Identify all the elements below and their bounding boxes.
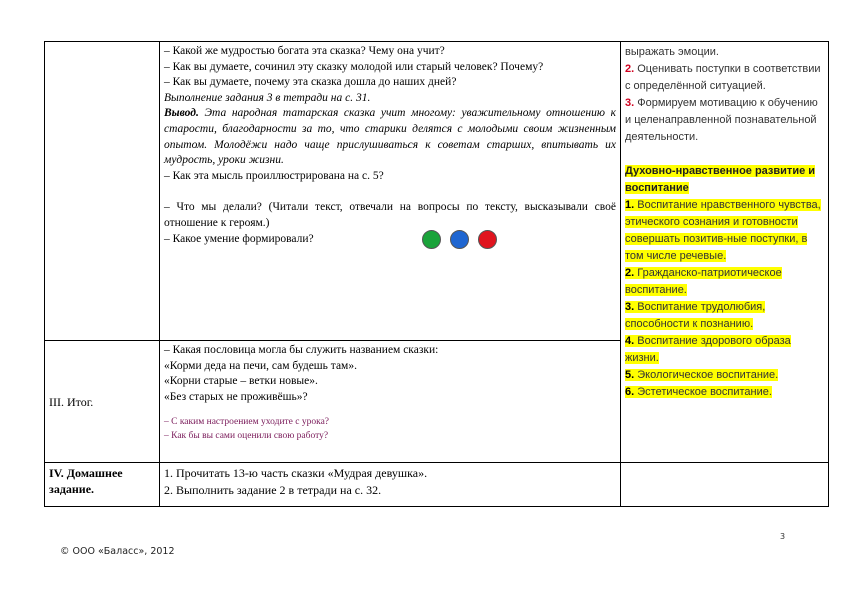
stage-cell-home [45,463,160,507]
table-row-main [45,42,829,341]
activity-cell-itog [160,341,621,463]
homework-line: 2. Выполнить задание 2 в тетради на с. 32. [164,483,382,497]
question-line: – Как эта мысль проиллюстрирована на с. 5? [164,169,384,182]
green-circle-icon [422,230,441,249]
proverb-line: «Корни старые – ветки новые». [164,375,318,388]
value-item: 2. Гражданско-патриотическое воспитание. [625,267,782,296]
value-item: 5. Экологическое воспитание. [625,369,779,381]
stage-cell-empty [45,42,160,341]
table-row-home [45,463,829,507]
section-title: Духовно-нравственное развитие и воспитание [625,165,816,194]
question-line: – Какая пословица могла бы служить названием сказки: [164,344,439,356]
stage-cell-itog [45,341,160,463]
outcome-intro: выражать эмоции. [625,46,719,58]
question-line: – Какое умение формировали? [164,232,314,245]
stage-label: III. Итог. [49,394,94,409]
question-line: – Что мы делали? (Читали текст, отвечали на вопросы по тексту, высказывали своё отношение к героям.) [164,201,616,229]
value-item: 6. Эстетическое воспитание. [625,386,772,398]
stage-label: IV. Домашнее задание. [49,466,123,496]
lesson-table [44,41,829,507]
reflection-line: – Как бы вы сами оценили свою работу? [164,431,329,442]
conclusion-label: Вывод. [164,107,199,120]
question-line: – Как вы думаете, сочинил эту сказку молодой или старый человек? Почему? [164,60,544,73]
outcomes-cell [621,42,829,463]
homework-line: 1. Прочитать 13-ю часть сказки «Мудрая девушка». [164,466,428,480]
red-circle-icon [478,230,497,249]
reflection-line: – С каким настроением уходите с урока? [164,417,330,428]
outcomes-cell-empty [621,463,829,507]
value-item: 1. Воспитание нравственного чувства, этического сознания и готовности совершать позитив-ные поступки, в том числе речевые. [625,199,821,262]
page-number: 3 [780,532,786,541]
activity-cell-home [160,463,621,507]
task-line: Выполнение задания 3 в тетради на с. 31. [164,91,371,104]
outcome-item: 2. Оценивать поступки в соответствии с определённой ситуацией. [625,63,821,92]
conclusion-paragraph [164,106,616,168]
question-line: – Как вы думаете, почему эта сказка дошла до наших дней? [164,76,457,89]
question-line: – Какой же мудростью богата эта сказка? Чему она учит? [164,45,445,57]
skill-row [164,232,616,252]
conclusion-text: Эта народная татарская сказка учит многому: уважительному отношению к старости, благодарности за то, что старики делятся с молодыми своим жизненным опытом. Молодёжи надо чаще прислушиваться к советам старших, впитывать их мудрость, уроки жизни. [164,107,616,167]
proverb-line: «Без старых не проживёшь»? [164,390,308,403]
outcome-item: 3. Формируем мотивацию к обучению и целенаправленной познавательной деятельности. [625,97,818,143]
activity-cell-main [160,42,621,341]
copyright-footer: © ООО «Баласс», 2012 [60,546,175,557]
proverb-line: «Корми деда на печи, сам будешь там». [164,359,357,372]
value-item: 3. Воспитание трудолюбия, способности к познанию. [625,301,766,330]
value-item: 4. Воспитание здорового образа жизни. [625,335,791,364]
blue-circle-icon [450,230,469,249]
